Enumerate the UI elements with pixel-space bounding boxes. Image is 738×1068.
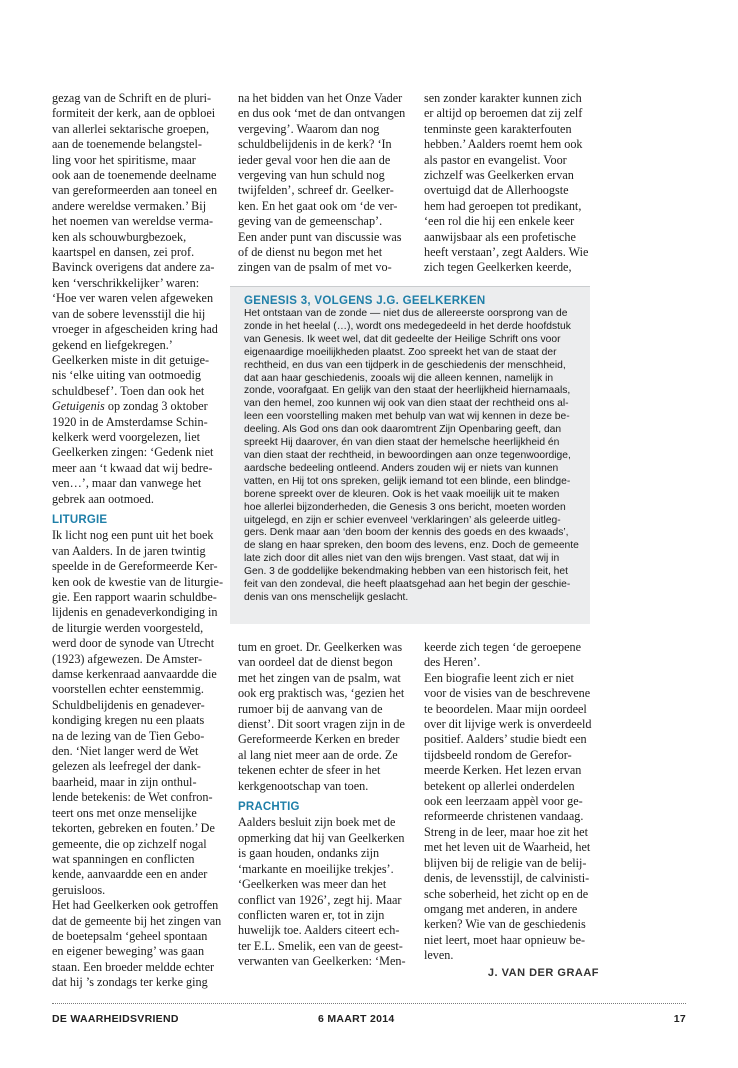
text-line: van de sobere levensstijl die hij xyxy=(52,306,206,321)
text-line: tekenen echter de sfeer in het xyxy=(238,763,381,778)
text-line: dienst’. Dit soort vragen zijn in de xyxy=(238,717,405,732)
text-line: teert ons met onze menselijke xyxy=(52,805,197,820)
text-line: formiteit der kerk, aan de opbloei xyxy=(52,106,216,121)
text-line: ken ook de kwestie van de liturgie- xyxy=(52,574,224,589)
text-line: rumoer bij de aanvang van de xyxy=(238,701,383,716)
text-line: opmerking dat hij van Geelkerken xyxy=(238,830,405,845)
article-column-3-top xyxy=(424,91,599,276)
text-line: leven. xyxy=(424,948,454,963)
text-line: te beoordelen. Maar mijn oordeel xyxy=(424,701,587,716)
paragraph xyxy=(52,898,227,990)
text-line: staan. Een broeder meldde echter xyxy=(52,959,215,974)
text-line: ven…’, maar dan vanwege het xyxy=(52,476,202,491)
text-line: keerde zich tegen ‘de geroepene xyxy=(424,640,581,654)
text-line: voorstellen echter eenstemmig. xyxy=(52,682,204,697)
text-line: schuldbesef’. Toen dan ook het xyxy=(52,383,205,398)
text-line: als pastor en evangelist. Voor xyxy=(424,152,567,167)
text-line: schuldbelijdenis in de kerk? ‘In xyxy=(238,137,392,152)
text-line: geruisloos. xyxy=(52,882,106,897)
text-line: vatten, en Hij tot ons spreken, gelijk iemand tot een blinde, een blindge- xyxy=(244,475,571,487)
text-line: werd door de synode van Utrecht xyxy=(52,636,215,651)
text-line: hebben.’ Aalders roemt hem ook xyxy=(424,137,583,152)
text-line: met het leven uit de Waarheid, het xyxy=(424,840,591,855)
article-column-2-bottom xyxy=(238,640,413,970)
text-line: Streng in de leer, maar hoe zit het xyxy=(424,824,588,839)
text-line: en eigener beweging’ was gaan xyxy=(52,944,205,959)
text-line: ook een leerzaam appèl voor ge- xyxy=(424,794,583,809)
text-line: aan de toenemende belangstel- xyxy=(52,137,202,152)
text-line: lijdenis en genadeverkondiging in xyxy=(52,605,218,620)
paragraph xyxy=(238,640,413,794)
text-line: gemeente, die op zichzelf nogal xyxy=(52,836,207,851)
text-line: al lang niet meer aan de orde. Ze xyxy=(238,747,398,762)
text-line: Het ontstaan van de zonde — niet dus de allereerste oorsprong van de xyxy=(244,308,568,319)
text-line: speelde in de Gereformeerde Ker- xyxy=(52,559,218,574)
text-line: Gereformeerde Kerken en breder xyxy=(238,732,400,747)
paragraph xyxy=(424,671,599,964)
text-line: van gereformeerden aan toneel en xyxy=(52,183,218,198)
text-line: dat aan haar geschiedenis, zooals wij die alleen kennen, namelijk in xyxy=(244,372,554,384)
text-line: ken. En het gaat ook om ‘de ver- xyxy=(238,198,398,213)
text-line: ‘Geelkerken was meer dan het xyxy=(238,877,387,892)
text-line: Geelkerken miste in dit getuige- xyxy=(52,352,210,367)
text-line: de slang en haar spreken, den boom des levens, enz. Doch de gemeente xyxy=(244,540,579,552)
text-line: borene spreekt over de kleuren. Ook is het vaak moeilijk uit te maken xyxy=(244,488,560,500)
author-signature: J. VAN DER GRAAF xyxy=(487,966,599,979)
text-line: zichzelf was Geelkerken ervan xyxy=(424,168,574,183)
text-line: denis van ons menschelijk geslacht. xyxy=(244,591,409,603)
text-line: van Aalders. In de jaren twintig xyxy=(52,543,206,558)
text-line: Een biografie leent zich er niet xyxy=(424,670,574,685)
text-line: Schuldbelijdenis en genadever- xyxy=(52,697,205,712)
sidebar-body xyxy=(244,308,579,605)
text-line: ieder geval voor hen die aan de xyxy=(238,152,391,167)
text-line: zingen van de psalm of met vo- xyxy=(238,260,392,275)
text-line: hoe allerlei bijzonderheden, die Genesis 3 ons bericht, moeten worden xyxy=(244,501,566,513)
text-line: tenminste geen karakterfouten xyxy=(424,121,572,136)
text-line: ‘markante en moeilijke trekjes’. xyxy=(238,861,394,876)
text-line: tekorten, gebreken en fouten.’ De xyxy=(52,821,215,836)
text-line: denis, de levensstijl, de calvinisti- xyxy=(424,871,590,886)
text-line: betekent op allerlei onderdelen xyxy=(424,778,575,793)
sidebar-title: GENESIS 3, VOLGENS J.G. GEELKERKEN xyxy=(244,295,486,307)
text-line: aardsche bedeeling ontleend. Anders zouden wij er niets van kunnen xyxy=(244,462,559,474)
text-line: andere wereldse vermaken.’ Bij xyxy=(52,198,207,213)
text-line: kende, aanvaardde een en ander xyxy=(52,867,208,882)
text-line: hem had geroepen tot predikant, xyxy=(424,198,582,213)
text-line: tum en groet. Dr. Geelkerken was xyxy=(238,640,403,654)
text-line: reformeerde christenen vandaag. xyxy=(424,809,584,824)
text-line: ken ‘verschrikkelijker’ waren: xyxy=(52,275,200,290)
text-line: niet leert, moet haar opnieuw be- xyxy=(424,932,586,947)
text-line: de liturgie werden voorgesteld, xyxy=(52,620,204,635)
paragraph xyxy=(52,528,227,898)
text-line: sche soberheid, het zicht op en de xyxy=(424,886,589,901)
text-line: omgang met anderen, in andere xyxy=(424,901,578,916)
text-line: conflicten waren er, tot in zijn xyxy=(238,907,385,922)
footer-publication: DE WAARHEIDSVRIEND xyxy=(52,1013,179,1025)
paragraph xyxy=(52,91,227,353)
text-line: van Genesis. Ik weet wel, dat dit gedeelte der Heilige Schrift ons voor xyxy=(244,333,561,345)
text-line: zich tegen Geelkerken keerde, xyxy=(424,260,572,275)
text-line: meerde Kerken. Het lezen ervan xyxy=(424,763,582,778)
text-line: deeling. Als God ons dan ook daaromtrent Zijn Openbaring geeft, dan xyxy=(244,424,562,436)
article-column-3-bottom xyxy=(424,640,599,981)
text-line: leen een voorstelling maken met behulp van wat wij kennen in deze be- xyxy=(244,411,570,423)
text-line: gie. Een rapport waarin schuldbe- xyxy=(52,590,217,604)
text-line: ter E.L. Smelik, een van de geest- xyxy=(238,938,403,953)
text-line: gekend en liefgekregen.’ xyxy=(52,337,173,352)
text-line: wat spanningen en conflicten xyxy=(52,851,195,866)
text-line: meer aan ‘t kwaad dat wij bedre- xyxy=(52,460,213,475)
sidebar-box xyxy=(230,286,590,624)
text-line: spreekt Hij daarover, én van dien staat der hemelsche heerlijkheid én xyxy=(244,437,560,449)
article-column-1 xyxy=(52,91,227,991)
text-line: aanwijsbaar als een profetische xyxy=(424,229,576,244)
text-line: van dien staat der rechtheid, in bewoordingen aan onze tegenwoordige, xyxy=(244,449,571,461)
text-line: met het zingen van de psalm, wat xyxy=(238,670,401,685)
text-line: ook aan de toenemende deelname xyxy=(52,168,217,183)
text-line: vergeving van hun schuld nog xyxy=(238,168,385,183)
text-line: Het had Geelkerken ook getroffen xyxy=(52,898,219,913)
text-line: heeft verstaan’, zegt Aalders. Wie xyxy=(424,245,589,260)
text-line: blijven bij de religie van de belij- xyxy=(424,855,587,870)
text-line: Getuigenis op zondag 3 oktober xyxy=(52,399,208,414)
text-line: dat hij ’s zondags ter kerke ging xyxy=(52,975,208,990)
text-line: baarheid, maar in zijn onthul- xyxy=(52,774,197,789)
text-line: ‘Hoe ver waren velen afgeweken xyxy=(52,291,214,306)
paragraph xyxy=(52,353,227,507)
text-line: huwelijk toe. Aalders citeert ech- xyxy=(238,923,400,938)
text-line: vroeger in afgescheiden kring had xyxy=(52,322,218,337)
text-line: rechtheid, en dus van een tijdperk in de geschiedenis der menschheid, xyxy=(244,359,566,371)
text-line: feit van den zondeval, die heeft plaatsgehad aan het begin der geschie- xyxy=(244,579,571,591)
text-line: twijfelden’, schreef dr. Geelker- xyxy=(238,183,394,198)
text-line: (1923) afgewezen. De Amster- xyxy=(52,651,203,666)
text-line: positief. Aalders’ studie biedt een xyxy=(424,732,587,747)
text-line: late zich door dit alles niet van den wijs brengen. Vast staat, dat wij in xyxy=(244,553,560,565)
text-line: uitgelegd, en zijn er schier evenveel ‘verklaringen’ als geleerde uitleg- xyxy=(244,514,561,526)
text-line: gelezen als leefregel der dank- xyxy=(52,759,201,774)
text-line: vergeving’. Waarom dan nog xyxy=(238,121,380,136)
text-line: Aalders besluit zijn boek met de xyxy=(238,815,396,830)
text-line: voor de visies van de beschrevene xyxy=(424,686,591,701)
paragraph xyxy=(238,815,413,969)
text-line: den. ‘Niet langer werd de Wet xyxy=(52,744,199,759)
text-line: Ik licht nog een punt uit het boek xyxy=(52,528,214,543)
footer-date: 6 MAART 2014 xyxy=(318,1013,395,1025)
text-line: verwanten van Geelkerken: ‘Men- xyxy=(238,954,406,969)
text-line: lende betekenis: de Wet confron- xyxy=(52,790,213,805)
text-line: Geelkerken zingen: ‘Gedenk niet xyxy=(52,445,214,460)
text-line: over dit lijvige werk is onverdeeld xyxy=(424,717,592,732)
text-line: des Heren’. xyxy=(424,655,481,670)
text-line: ken als schouwburgbezoek, xyxy=(52,229,187,244)
text-line: en dus ook ‘met de dan ontvangen xyxy=(238,106,406,121)
text-line: Bavinck overigens dat andere za- xyxy=(52,260,215,275)
text-line: er altijd op beroemen dat zij zelf xyxy=(424,106,583,121)
text-line: na de lezing van de Tien Gebo- xyxy=(52,728,205,743)
section-heading: LITURGIE xyxy=(52,513,108,526)
text-line: conflict van 1926’, zegt hij. Maar xyxy=(238,892,402,907)
text-line: ook erg praktisch was, ‘gezien het xyxy=(238,686,405,701)
text-line: van den hemel, zoo kunnen wij ook van dien staat der rechtheid ons al- xyxy=(244,398,569,410)
text-line: van oordeel dat de dienst begon xyxy=(238,655,393,670)
paragraph xyxy=(424,640,599,671)
text-line: Een ander punt van discussie was xyxy=(238,229,402,244)
text-line: damse kerkenraad aanvaardde die xyxy=(52,667,217,682)
text-line: zonde, voorafgaat. En gelijk van den staat der heerlijkheid hiernamaals, xyxy=(244,385,571,397)
text-line: sen zonder karakter kunnen zich xyxy=(424,91,582,105)
text-line: geving van de gemeenschap’. xyxy=(238,214,383,229)
text-line: het noemen van wereldse verma- xyxy=(52,214,214,229)
text-line: de boetepsalm ‘geheel spontaan xyxy=(52,928,208,943)
text-line: gebrek aan ootmoed. xyxy=(52,491,154,506)
page-number: 17 xyxy=(673,1013,686,1025)
text-line: is gaan houden, ondanks zijn xyxy=(238,846,380,861)
text-line: na het bidden van het Onze Vader xyxy=(238,91,403,105)
text-line: kerkgenootschap van toen. xyxy=(238,778,369,793)
text-line: 1920 in de Amsterdamse Schin- xyxy=(52,414,208,429)
text-line: kaartspel en dansen, zei prof. xyxy=(52,245,195,260)
text-line: gezag van de Schrift en de pluri- xyxy=(52,91,212,105)
text-line: nis ‘elke uiting van ootmoedig xyxy=(52,368,201,383)
text-line: overtuigd dat de Allerhoogste xyxy=(424,183,569,198)
text-line: dat de gemeente bij het zingen van xyxy=(52,913,222,928)
text-line: kelkerk werd voorgelezen, liet xyxy=(52,429,200,444)
text-line: zonde in het heelal (…), wordt ons medegedeeld in het derde hoofdstuk xyxy=(244,320,571,332)
text-line: kondiging kregen nu een plaats xyxy=(52,713,205,728)
text-line: of de dienst nu begon met het xyxy=(238,245,383,260)
section-heading: PRACHTIG xyxy=(238,801,300,814)
text-line: ‘een rol die hij een enkele keer xyxy=(424,214,575,229)
text-line: van allerlei sektarische groepen, xyxy=(52,121,210,136)
text-line: kerken? Wie van de geschiedenis xyxy=(424,917,586,932)
article-column-2-top xyxy=(238,91,413,276)
text-line: Gen. 3 de goddelijke bekendmaking hebben van een historisch feit, het xyxy=(244,566,569,578)
text-line: gers. Denk maar aan ‘den boom der kennis des goeds en des kwaads’, xyxy=(244,527,569,539)
text-line: ling voor het spiritisme, maar xyxy=(52,152,196,167)
text-line: tijdsbeeld rondom de Gerefor- xyxy=(424,747,572,762)
text-line: eigenaardige moeilijkheden plaatst. Zoo spreekt het van de staat der xyxy=(244,346,557,358)
footer-divider xyxy=(52,1003,686,1004)
